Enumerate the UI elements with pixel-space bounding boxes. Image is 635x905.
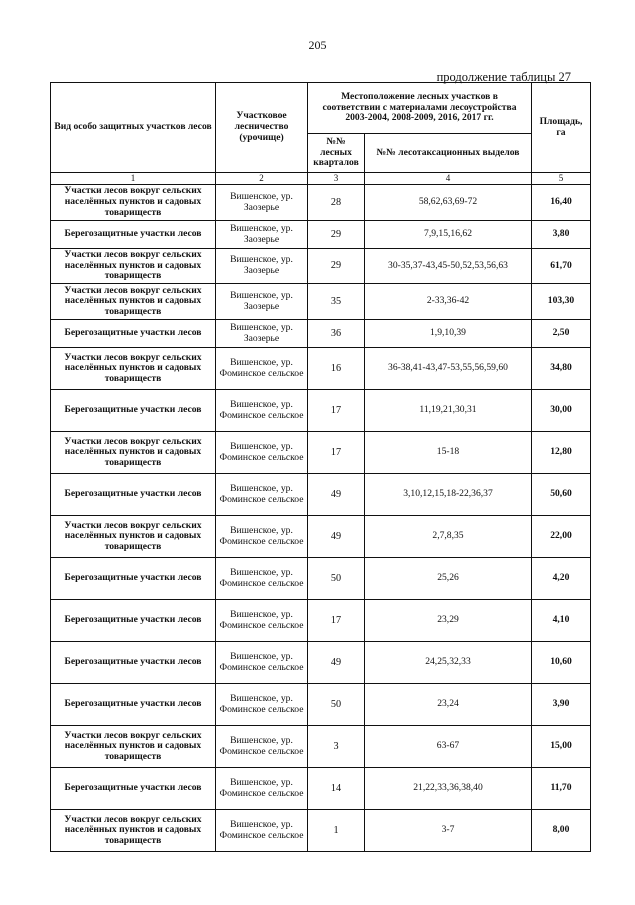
forestry-cell: Вишенское, ур. Фоминское сельское <box>216 810 308 852</box>
area-cell: 10,60 <box>532 642 591 684</box>
plots-cell: 58,62,63,69-72 <box>365 185 532 221</box>
quarter-cell: 28 <box>308 185 365 221</box>
protection-type-cell: Берегозащитные участки лесов <box>51 390 216 432</box>
table-row <box>51 810 591 852</box>
forestry-cell: Вишенское, ур. Фоминское сельское <box>216 558 308 600</box>
area-cell: 4,10 <box>532 600 591 642</box>
forestry-cell: Вишенское, ур. Фоминское сельское <box>216 684 308 726</box>
plots-cell: 2,7,8,35 <box>365 516 532 558</box>
table-row <box>51 185 591 221</box>
column-number: 3 <box>308 173 365 185</box>
protection-type-cell: Участки лесов вокруг сельских населённых пунктов и садовых товариществ <box>51 284 216 320</box>
header-location-group: Местоположение лесных участков в соответствии с материалами лесоустройства 2003-2004, 2008-2009, 2016, 2017 гг. <box>308 83 532 134</box>
quarter-cell: 50 <box>308 558 365 600</box>
area-cell: 50,60 <box>532 474 591 516</box>
table-row <box>51 284 591 320</box>
table-row <box>51 600 591 642</box>
quarter-cell: 49 <box>308 642 365 684</box>
forest-plots-table <box>50 82 591 852</box>
quarter-cell: 17 <box>308 600 365 642</box>
table-row <box>51 684 591 726</box>
quarter-cell: 49 <box>308 474 365 516</box>
area-cell: 61,70 <box>532 249 591 284</box>
column-number: 4 <box>365 173 532 185</box>
table-row <box>51 642 591 684</box>
quarter-cell: 50 <box>308 684 365 726</box>
area-cell: 12,80 <box>532 432 591 474</box>
area-cell: 16,40 <box>532 185 591 221</box>
plots-cell: 2-33,36-42 <box>365 284 532 320</box>
column-number: 5 <box>532 173 591 185</box>
area-cell: 22,00 <box>532 516 591 558</box>
table-row <box>51 474 591 516</box>
quarter-cell: 3 <box>308 726 365 768</box>
header-forestry: Участковое лесничество (урочище) <box>216 83 308 173</box>
plots-cell: 3,10,12,15,18-22,36,37 <box>365 474 532 516</box>
header-area: Площадь, га <box>532 83 591 173</box>
table-row <box>51 516 591 558</box>
page-number: 205 <box>308 38 327 52</box>
table-row <box>51 432 591 474</box>
table-row <box>51 320 591 348</box>
area-cell: 3,90 <box>532 684 591 726</box>
plots-cell: 11,19,21,30,31 <box>365 390 532 432</box>
protection-type-cell: Участки лесов вокруг сельских населённых пунктов и садовых товариществ <box>51 810 216 852</box>
plots-cell: 23,29 <box>365 600 532 642</box>
area-cell: 4,20 <box>532 558 591 600</box>
table-row <box>51 768 591 810</box>
protection-type-cell: Берегозащитные участки лесов <box>51 600 216 642</box>
area-cell: 30,00 <box>532 390 591 432</box>
header-plots: №№ лесотаксационных выделов <box>365 134 532 173</box>
forestry-cell: Вишенское, ур. Фоминское сельское <box>216 600 308 642</box>
quarter-cell: 29 <box>308 221 365 249</box>
protection-type-cell: Берегозащитные участки лесов <box>51 558 216 600</box>
forestry-cell: Вишенское, ур. Фоминское сельское <box>216 348 308 390</box>
forestry-cell: Вишенское, ур. Фоминское сельское <box>216 474 308 516</box>
area-cell: 15,00 <box>532 726 591 768</box>
header-protective-type: Вид особо защитных участков лесов <box>51 83 216 173</box>
table-row <box>51 249 591 284</box>
protection-type-cell: Участки лесов вокруг сельских населённых пунктов и садовых товариществ <box>51 726 216 768</box>
area-cell: 103,30 <box>532 284 591 320</box>
plots-cell: 24,25,32,33 <box>365 642 532 684</box>
forestry-cell: Вишенское, ур. Фоминское сельское <box>216 390 308 432</box>
quarter-cell: 49 <box>308 516 365 558</box>
forestry-cell: Вишенское, ур. Фоминское сельское <box>216 516 308 558</box>
area-cell: 2,50 <box>532 320 591 348</box>
area-cell: 34,80 <box>532 348 591 390</box>
plots-cell: 30-35,37-43,45-50,52,53,56,63 <box>365 249 532 284</box>
area-cell: 8,00 <box>532 810 591 852</box>
protection-type-cell: Берегозащитные участки лесов <box>51 768 216 810</box>
protection-type-cell: Участки лесов вокруг сельских населённых пунктов и садовых товариществ <box>51 249 216 284</box>
quarter-cell: 16 <box>308 348 365 390</box>
plots-cell: 36-38,41-43,47-53,55,56,59,60 <box>365 348 532 390</box>
protection-type-cell: Берегозащитные участки лесов <box>51 642 216 684</box>
table-continuation-label: продолжение таблицы 27 <box>436 70 571 84</box>
table-row <box>51 390 591 432</box>
column-number: 2 <box>216 173 308 185</box>
plots-cell: 63-67 <box>365 726 532 768</box>
quarter-cell: 17 <box>308 390 365 432</box>
forestry-cell: Вишенское, ур. Заозерье <box>216 284 308 320</box>
quarter-cell: 35 <box>308 284 365 320</box>
forestry-cell: Вишенское, ур. Заозерье <box>216 320 308 348</box>
forestry-cell: Вишенское, ур. Фоминское сельское <box>216 642 308 684</box>
area-cell: 3,80 <box>532 221 591 249</box>
forestry-cell: Вишенское, ур. Заозерье <box>216 185 308 221</box>
quarter-cell: 1 <box>308 810 365 852</box>
table-row <box>51 558 591 600</box>
forestry-cell: Вишенское, ур. Заозерье <box>216 249 308 284</box>
forestry-cell: Вишенское, ур. Фоминское сельское <box>216 432 308 474</box>
forestry-cell: Вишенское, ур. Фоминское сельское <box>216 726 308 768</box>
forestry-cell: Вишенское, ур. Заозерье <box>216 221 308 249</box>
protection-type-cell: Берегозащитные участки лесов <box>51 320 216 348</box>
plots-cell: 3-7 <box>365 810 532 852</box>
table-row <box>51 726 591 768</box>
protection-type-cell: Участки лесов вокруг сельских населённых пунктов и садовых товариществ <box>51 516 216 558</box>
quarter-cell: 14 <box>308 768 365 810</box>
protection-type-cell: Берегозащитные участки лесов <box>51 684 216 726</box>
quarter-cell: 17 <box>308 432 365 474</box>
plots-cell: 15-18 <box>365 432 532 474</box>
header-quarters: №№ лесных кварталов <box>308 134 365 173</box>
quarter-cell: 29 <box>308 249 365 284</box>
protection-type-cell: Участки лесов вокруг сельских населённых пунктов и садовых товариществ <box>51 432 216 474</box>
protection-type-cell: Участки лесов вокруг сельских населённых пунктов и садовых товариществ <box>51 185 216 221</box>
plots-cell: 21,22,33,36,38,40 <box>365 768 532 810</box>
plots-cell: 23,24 <box>365 684 532 726</box>
plots-cell: 1,9,10,39 <box>365 320 532 348</box>
protection-type-cell: Берегозащитные участки лесов <box>51 221 216 249</box>
area-cell: 11,70 <box>532 768 591 810</box>
protection-type-cell: Берегозащитные участки лесов <box>51 474 216 516</box>
plots-cell: 25,26 <box>365 558 532 600</box>
table-row <box>51 348 591 390</box>
plots-cell: 7,9,15,16,62 <box>365 221 532 249</box>
table-row <box>51 221 591 249</box>
quarter-cell: 36 <box>308 320 365 348</box>
column-number: 1 <box>51 173 216 185</box>
forestry-cell: Вишенское, ур. Фоминское сельское <box>216 768 308 810</box>
protection-type-cell: Участки лесов вокруг сельских населённых пунктов и садовых товариществ <box>51 348 216 390</box>
